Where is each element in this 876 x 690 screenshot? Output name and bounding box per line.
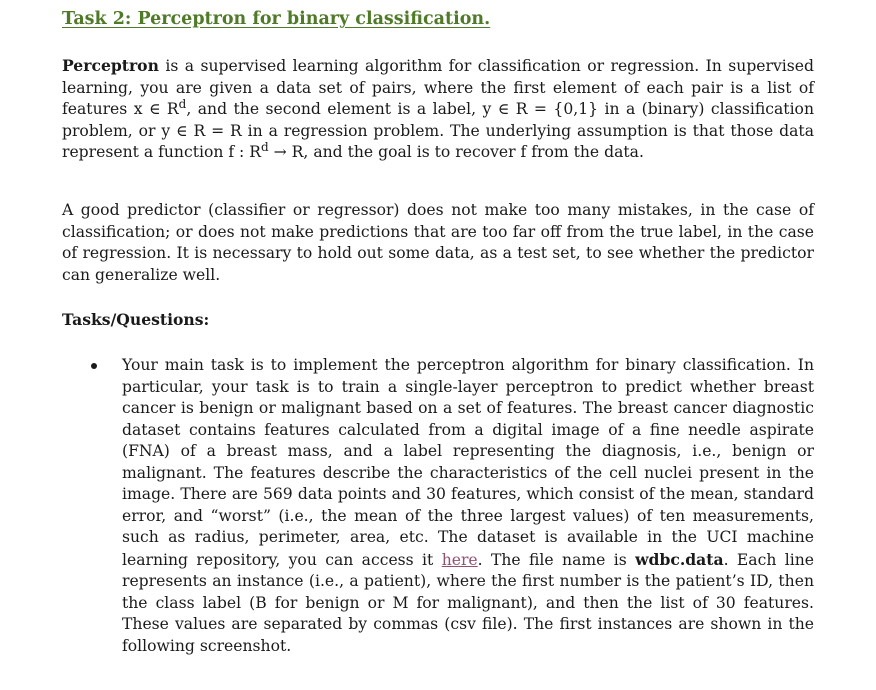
- bullet-text-3: . Each line represents an instance (i.e., a patient), where the first number is the patient’s ID, then the class label (B for benign or M for malignant), and then the list of 30 features. These values are separated by commas (csv file). The first instances are shown in the following screenshot.: [122, 550, 815, 655]
- superscript-d-2: d: [261, 140, 269, 154]
- bullet-text-2: . The file name is: [477, 550, 636, 569]
- list-item: [62, 355, 814, 657]
- intro-text-1: is a supervised learning algorithm for classification or regression. In supervised learning, you are given a data set of pairs, where the first element of each pair is a list of features x ∈ R: [62, 57, 814, 118]
- predictor-paragraph: A good predictor (classifier or regressor) does not make too many mistakes, in the case of classification; or does not make predictions that are too far off from the true label, in the case of regression. It is necessary to hold out some data, as a test set, to see whether the predictor can generalize well.: [62, 201, 814, 284]
- bullet-text-1: Your main task is to implement the perceptron algorithm for binary classification. In particular, your task is to train a single-layer perceptron to predict whether breast cancer is benign or malignant based on a set of features. The breast cancer diagnostic dataset contains features calculated from a digital image of a fine needle aspirate (FNA) of a breast mass, and a label representing the diagnosis, i.e., benign or malignant. The features describe the characteristics of the cell nuclei present in the image. There are 569 data points and 30 features, which consist of the mean, standard error, and “worst” (i.e., the mean of the three largest values) of ten measurements, such as radius, perimeter, area, etc. The dataset is available in the UCI machine learning repository, you can access it: [122, 356, 814, 569]
- bullet-icon: [91, 363, 97, 369]
- intro-paragraph: [62, 55, 814, 164]
- intro-text-3: → R, and the goal is to recover f from the data.: [268, 143, 644, 161]
- perceptron-term: Perceptron: [62, 56, 159, 75]
- dataset-link[interactable]: here: [441, 550, 478, 569]
- task-heading: Task 2: Perceptron for binary classification.: [62, 9, 491, 29]
- superscript-d-1: d: [178, 97, 187, 111]
- tasks-list: [62, 355, 814, 657]
- tasks-subheading: Tasks/Questions:: [62, 310, 210, 329]
- intro-text-2: , and the second element is a label, y ∈ R = {0,1} in a (binary) classification problem, or y ∈ R = R in a regression problem. The underlying assumption is that those data represent a function f : R: [62, 100, 814, 161]
- dataset-filename: wdbc.data: [635, 549, 724, 569]
